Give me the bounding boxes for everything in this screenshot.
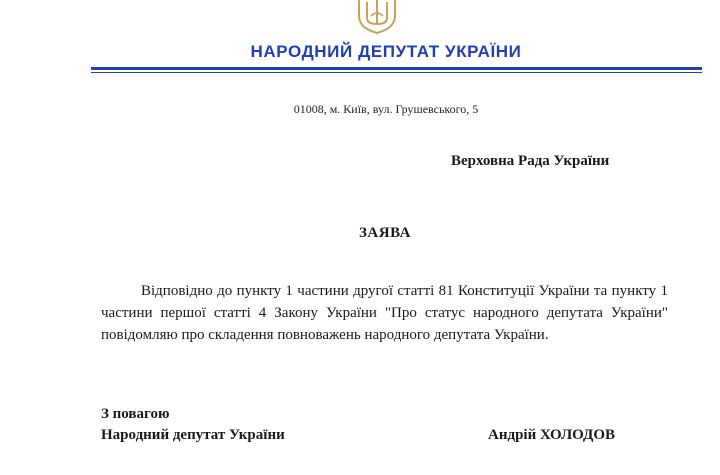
letterhead-divider-thick xyxy=(91,67,702,70)
statement-body: Відповідно до пункту 1 частини другої статті 81 Конституції України та пункту 1 частини першої статті 4 Закону України "Про статус народного депутата України" повідомляю про складення повноважень народного депутата України. xyxy=(101,283,668,343)
closing-phrase: З повагою xyxy=(101,406,170,422)
document-title: ЗАЯВА xyxy=(359,225,411,241)
signer-role: Народний депутат України xyxy=(101,427,285,443)
signer-name: Андрій ХОЛОДОВ xyxy=(488,427,616,443)
recipient: Верховна Рада України xyxy=(451,153,610,169)
trident-emblem-icon xyxy=(355,0,399,34)
sender-address: 01008, м. Київ, вул. Грушевського, 5 xyxy=(293,102,479,116)
letterhead-divider-thin xyxy=(91,72,702,73)
letterhead-title: НАРОДНИЙ ДЕПУТАТ УКРАЇНИ xyxy=(250,42,522,61)
